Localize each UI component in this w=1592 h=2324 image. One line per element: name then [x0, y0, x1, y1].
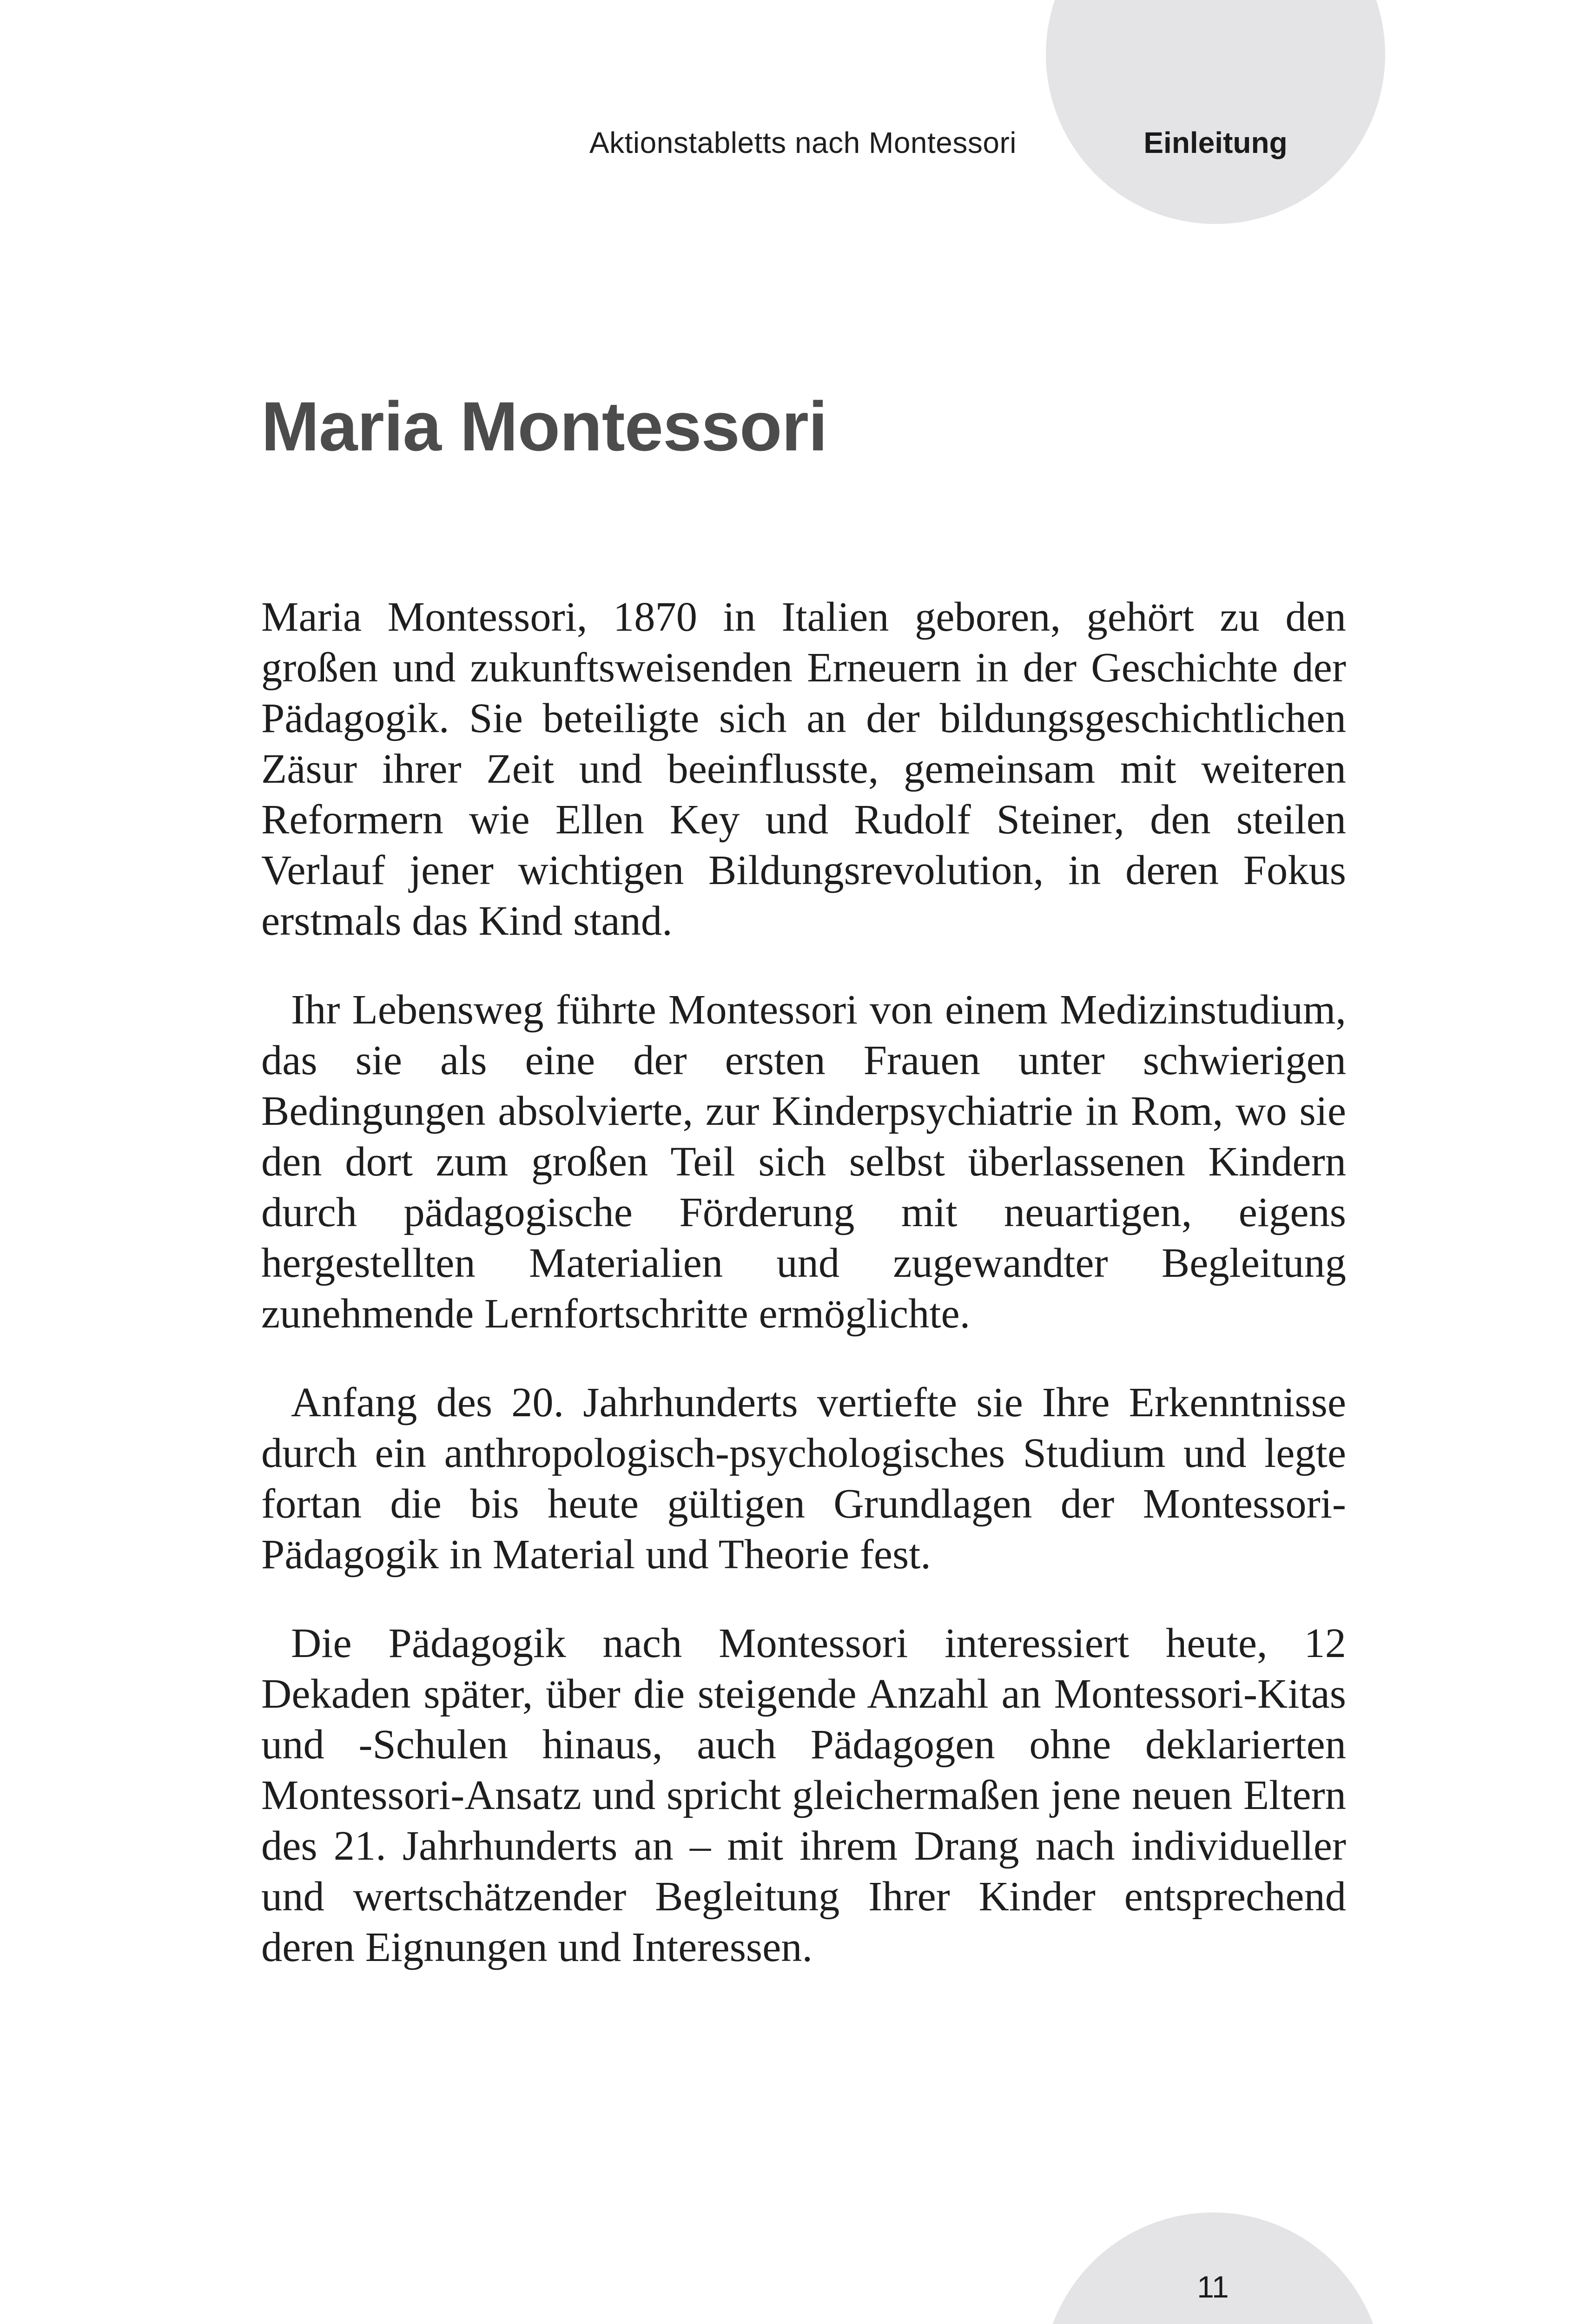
paragraph-4: Die Pädagogik nach Montessori interessiert heute, 12 Dekaden später, über die steigende Anzahl an Montessori-Kitas und -Schulen hinaus, auch Pädagogen ohne deklarierten Montessori-Ansatz und spricht gleichermaßen jene neuen Eltern des 21. Jahrhunderts an – mit ihrem Drang nach individueller und wertschätzender Begleitung Ihrer Kinder entsprechend deren Eignungen und Interessen. [261, 1619, 1346, 1970]
running-header-title: Aktionstabletts nach Montessori [589, 126, 1017, 159]
body-text [261, 591, 1346, 2010]
paragraph-3: Anfang des 20. Jahrhunderts vertiefte sie Ihre Erkenntnisse durch ein anthropologisch-psychologisches Studium und legte fortan die bis heute gültigen Grundlagen der Montessori-Pädagogik in Material und Theorie fest. [261, 1379, 1346, 1578]
page-number-circle [1042, 2212, 1384, 2324]
section-tab-circle [1046, 0, 1385, 224]
running-header-section: Einleitung [1143, 126, 1288, 159]
paragraph-1: Maria Montessori, 1870 in Italien geboren, gehört zu den großen und zukunftsweisenden Erneuern in der Geschichte der Pädagogik. Sie beteiligte sich an der bildungsgeschichtlichen Zäsur ihrer Zeit und beeinflusste, gemeinsam mit weiteren Reformern wie Ellen Key und Rudolf Steiner, den steilen Verlauf jener wichtigen Bildungsrevolution, in deren Fokus erstmals das Kind stand. [261, 593, 1346, 944]
page-number: 11 [1197, 2270, 1229, 2304]
paragraph-2: Ihr Lebensweg führte Montessori von einem Medizinstudium, das sie als eine der ersten Frauen unter schwierigen Bedingungen absolvierte, zur Kinderpsychiatrie in Rom, wo sie den dort zum großen Teil sich selbst überlassenen Kindern durch pädagogische Förderung mit neuartigen, eigens hergestellten Materialien und zugewandter Begleitung zunehmende Lernfortschritte ermöglichte. [261, 986, 1346, 1337]
page-title: Maria Montessori [261, 387, 827, 465]
